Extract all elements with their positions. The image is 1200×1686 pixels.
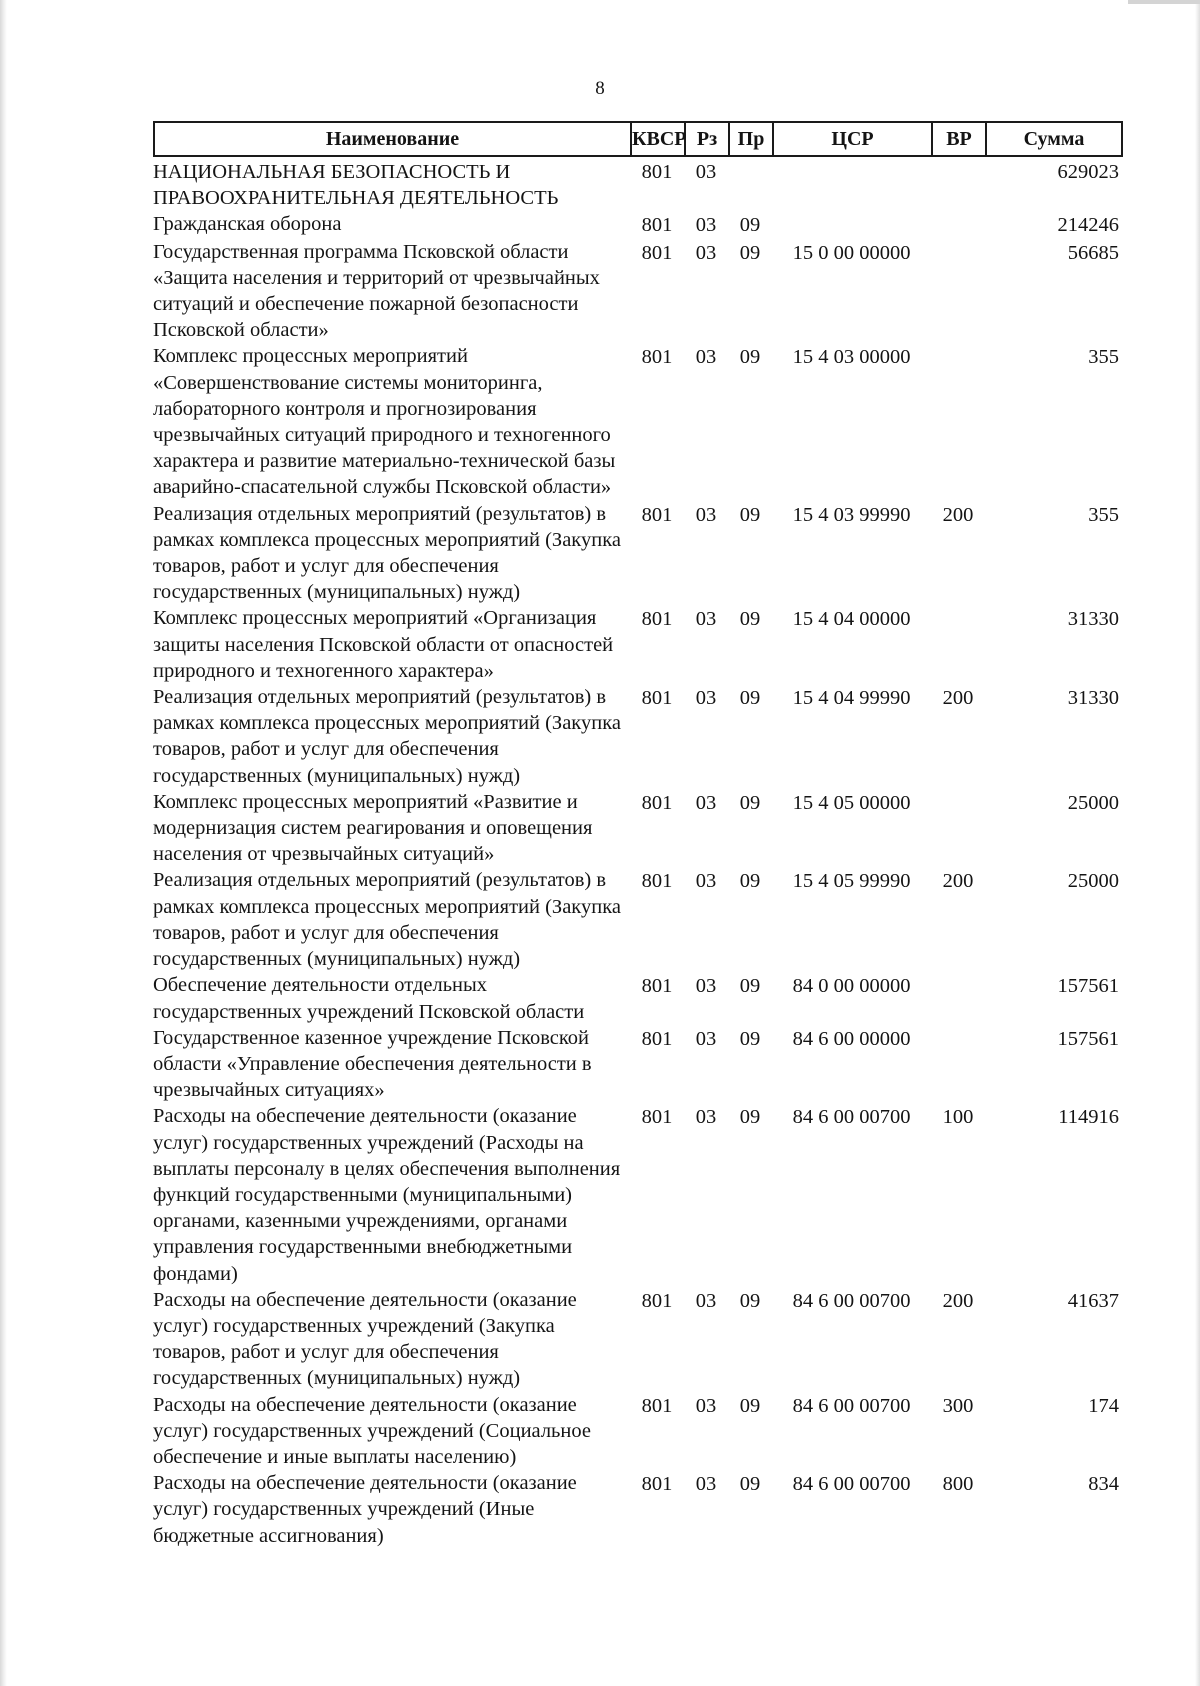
cell-rz: 03 [695,1289,717,1312]
scan-mark-top [1128,0,1200,4]
cell-csr: 84 6 00 00700 [792,1106,911,1129]
cell-sum: 355 [1088,346,1119,369]
cell-csr [772,211,931,238]
cell-sum: 41637 [1067,1289,1119,1312]
cell-name: Расходы на обеспечение деятельности (оказание услуг) государственных учреждений (Социальное обеспечение и иные выплаты населению) [153,1393,591,1468]
cell-rz: 03 [695,241,717,264]
cell-pr: 09 [739,791,761,814]
cell-csr: 15 4 03 99990 [792,503,911,526]
cell-name: Комплекс процессных мероприятий «Организация защиты населения Псковской области от опасностей природного и техногенного характера» [153,607,614,682]
table-header-row [153,121,1123,157]
cell-vr: 800 [942,1473,974,1496]
cell-vr [931,1025,985,1104]
table-row [153,1103,1123,1286]
cell-rz: 03 [695,870,717,893]
cell-rz: 03 [695,1106,717,1129]
cell-sum: 629023 [1057,161,1119,183]
header-pr: Пр [728,121,772,157]
scan-edge-left [0,0,7,1686]
cell-vr [931,157,985,211]
table-row [153,867,1123,972]
cell-rz: 03 [695,687,717,710]
table-row [153,1025,1123,1104]
cell-csr: 84 6 00 00700 [792,1289,911,1312]
cell-name: Расходы на обеспечение деятельности (оказание услуг) государственных учреждений (Иные бюджетные ассигнования) [153,1472,577,1547]
cell-vr [931,211,985,238]
cell-kvsr: 801 [641,791,673,814]
cell-kvsr: 801 [641,214,673,237]
cell-sum: 25000 [1067,791,1119,814]
cell-kvsr: 801 [641,1394,673,1417]
cell-pr [728,157,772,211]
cell-sum: 214246 [1057,214,1119,237]
cell-pr: 09 [739,1106,761,1129]
cell-kvsr: 801 [641,1106,673,1129]
cell-csr: 15 0 00 00000 [792,241,911,264]
cell-name: Расходы на обеспечение деятельности (оказание услуг) государственных учреждений (Закупка товаров, работ и услуг для обеспечения государственных (муниципальных) нужд) [153,1288,577,1390]
header-sum: Сумма [985,121,1123,157]
cell-sum: 174 [1088,1394,1119,1417]
cell-rz: 03 [695,161,717,183]
cell-vr [931,789,985,868]
cell-pr: 09 [739,241,761,264]
table-row [153,605,1123,684]
cell-kvsr: 801 [641,1473,673,1496]
cell-sum: 56685 [1067,241,1119,264]
cell-kvsr: 801 [641,1027,673,1050]
table-row [153,1470,1123,1549]
cell-name: Комплекс процессных мероприятий «Совершенствование системы мониторинга, лабораторного контроля и прогнозирования чрезвычайных ситуаций природного и техногенного характера и развитие материально-технической базы аварийно-спасательной службы Псковской области» [153,345,616,499]
cell-vr [931,605,985,684]
cell-name: Реализация отдельных мероприятий (результатов) в рамках комплекса процессных мероприятий (Закупка товаров, работ и услуг для обеспечения государственных (муниципальных) нужд) [153,502,621,604]
cell-rz: 03 [695,975,717,998]
cell-pr: 09 [739,1473,761,1496]
cell-sum: 355 [1088,503,1119,526]
cell-rz: 03 [695,214,717,237]
cell-rz: 03 [695,608,717,631]
cell-vr [931,972,985,1024]
cell-vr: 200 [942,1289,974,1312]
cell-csr: 15 4 05 00000 [792,791,911,814]
table-row [153,789,1123,868]
header-csr: ЦСР [772,121,931,157]
scan-edge-right [1195,0,1200,1686]
cell-csr [772,157,931,211]
cell-pr: 09 [739,1027,761,1050]
header-rz: Рз [684,121,728,157]
cell-kvsr: 801 [641,161,673,183]
cell-csr: 15 4 04 99990 [792,687,911,710]
cell-pr: 09 [739,870,761,893]
cell-pr: 09 [739,346,761,369]
cell-csr: 84 0 00 00000 [792,975,911,998]
budget-table [153,121,1123,1549]
cell-vr: 200 [942,687,974,710]
cell-kvsr: 801 [641,503,673,526]
header-kvsr: КВСР [630,121,684,157]
cell-kvsr: 801 [641,608,673,631]
cell-rz: 03 [695,1394,717,1417]
cell-pr: 09 [739,608,761,631]
table-row [153,157,1123,211]
cell-csr: 15 4 03 00000 [792,346,911,369]
cell-name: Обеспечение деятельности отдельных государственных учреждений Псковской области [153,974,585,1023]
cell-rz: 03 [695,503,717,526]
cell-kvsr: 801 [641,975,673,998]
cell-name: Расходы на обеспечение деятельности (оказание услуг) государственных учреждений (Расходы на выплаты персоналу в целях обеспечения выполнения функций государственными (муниципальными) органами, казенными учреждениями, органами управления государственными внебюджетными фондами) [153,1105,621,1285]
cell-csr: 84 6 00 00700 [792,1473,911,1496]
cell-pr: 09 [739,503,761,526]
cell-vr: 100 [942,1106,974,1129]
cell-rz: 03 [695,1473,717,1496]
cell-rz: 03 [695,791,717,814]
cell-rz: 03 [695,346,717,369]
cell-rz: 03 [695,1027,717,1050]
cell-name: Реализация отдельных мероприятий (результатов) в рамках комплекса процессных мероприятий (Закупка товаров, работ и услуг для обеспечения государственных (муниципальных) нужд) [153,686,621,787]
page-number: 8 [595,78,605,99]
cell-csr: 84 6 00 00700 [792,1394,911,1417]
cell-sum: 114916 [1058,1106,1119,1129]
cell-name: Государственная программа Псковской области «Защита населения и территорий от чрезвычайных ситуаций и обеспечение пожарной безопасности Псковской области» [153,240,600,342]
table-row [153,343,1123,500]
table-row [153,1392,1123,1471]
cell-vr [931,343,985,500]
cell-csr: 15 4 04 00000 [792,608,911,631]
cell-name: НАЦИОНАЛЬНАЯ БЕЗОПАСНОСТЬ И ПРАВООХРАНИТЕЛЬНАЯ ДЕЯТЕЛЬНОСТЬ [153,161,559,210]
cell-sum: 834 [1088,1473,1119,1496]
cell-pr: 09 [739,687,761,710]
cell-kvsr: 801 [641,687,673,710]
cell-sum: 25000 [1067,870,1119,893]
cell-kvsr: 801 [641,1289,673,1312]
header-name: Наименование [153,121,630,157]
cell-kvsr: 801 [641,241,673,264]
cell-kvsr: 801 [641,346,673,369]
budget-table-container [153,121,1123,1549]
cell-pr: 09 [739,1394,761,1417]
cell-vr [931,239,985,344]
table-row [153,684,1123,789]
table-body [153,157,1123,1549]
table-row [153,972,1123,1024]
table-row [153,1287,1123,1392]
cell-csr: 84 6 00 00000 [792,1027,911,1050]
cell-sum: 31330 [1067,687,1119,710]
cell-vr: 300 [942,1394,974,1417]
cell-pr: 09 [739,975,761,998]
cell-sum: 31330 [1067,608,1119,631]
table-row [153,501,1123,606]
cell-pr: 09 [739,214,761,237]
cell-csr: 15 4 05 99990 [792,870,911,893]
cell-name: Гражданская оборона [153,213,342,236]
cell-name: Реализация отдельных мероприятий (результатов) в рамках комплекса процессных мероприятий (Закупка товаров, работ и услуг для обеспечения государственных (муниципальных) нужд) [153,869,621,971]
cell-kvsr: 801 [641,870,673,893]
cell-name: Государственное казенное учреждение Псковской области «Управление обеспечения деятельности в чрезвычайных ситуациях» [153,1026,592,1102]
cell-name: Комплекс процессных мероприятий «Развитие и модернизация систем реагирования и оповещения населения от чрезвычайных ситуаций» [153,790,593,866]
table-row [153,211,1123,238]
cell-pr: 09 [739,1289,761,1312]
cell-sum: 157561 [1057,1027,1119,1050]
cell-vr: 200 [942,503,974,526]
table-row [153,239,1123,344]
header-vr: ВР [931,121,985,157]
cell-sum: 157561 [1057,975,1119,998]
cell-vr: 200 [942,870,974,893]
